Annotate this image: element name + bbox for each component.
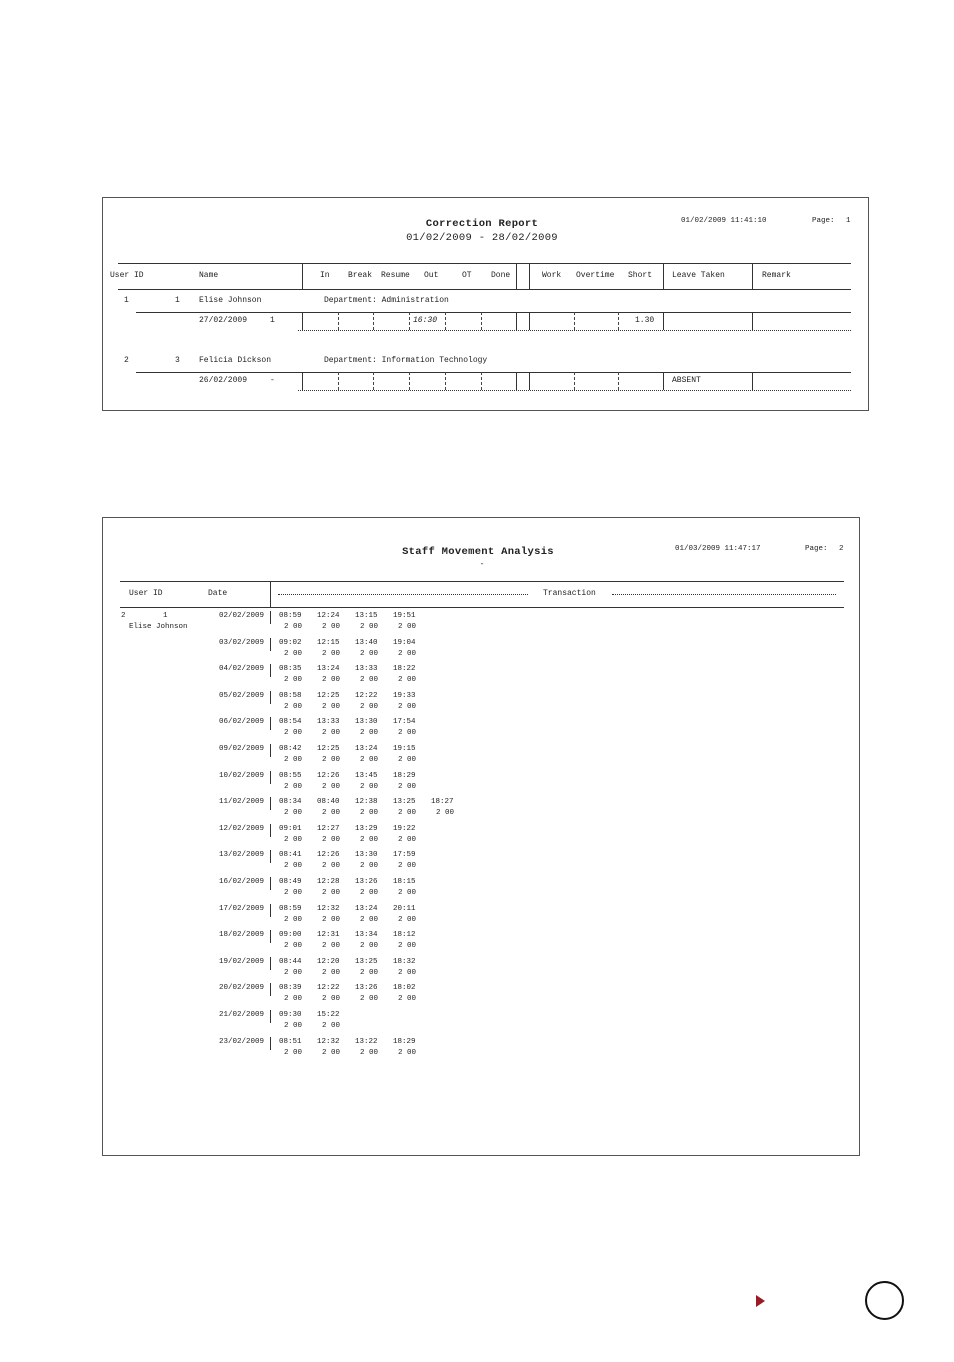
record-cell-divider — [302, 312, 303, 330]
record-cell-divider — [338, 372, 339, 390]
movement-code: 2 00 — [322, 1049, 341, 1057]
movement-header-bottom-rule — [120, 607, 844, 608]
movement-report-title: Staff Movement Analysis — [402, 546, 554, 558]
movement-code: 2 00 — [398, 889, 417, 897]
correction-header-divider — [663, 263, 664, 289]
movement-code: 2 00 — [284, 809, 303, 817]
record-cell-divider — [574, 372, 575, 390]
movement-time: 08:59 — [279, 612, 302, 620]
movement-time: 13:30 — [355, 718, 378, 726]
movement-time: 12:26 — [317, 772, 340, 780]
record-cell-divider — [445, 372, 446, 390]
movement-code: 2 00 — [284, 1022, 303, 1030]
movement-time: 08:44 — [279, 958, 302, 966]
movement-code: 2 00 — [398, 916, 417, 924]
record-short: 1.30 — [635, 316, 655, 325]
movement-row-divider — [270, 824, 271, 837]
movement-time: 13:40 — [355, 639, 378, 647]
movement-row-date: 09/02/2009 — [219, 745, 265, 753]
movement-time: 18:02 — [393, 984, 416, 992]
movement-time: 18:29 — [393, 772, 416, 780]
movement-code: 2 00 — [322, 969, 341, 977]
correction-page-number: 1 — [846, 217, 851, 225]
record-cell-divider — [445, 312, 446, 330]
movement-code: 2 00 — [360, 889, 379, 897]
movement-code: 2 00 — [322, 809, 341, 817]
movement-row-date: 13/02/2009 — [219, 851, 265, 859]
movement-col-user-id: User ID — [129, 589, 163, 598]
movement-code: 2 00 — [322, 862, 341, 870]
movement-code: 2 00 — [360, 969, 379, 977]
movement-timestamp: 01/03/2009 11:47:17 — [675, 545, 761, 553]
movement-row-divider — [270, 877, 271, 890]
correction-header-top-rule — [118, 263, 851, 264]
employee-name: Elise Johnson — [199, 296, 262, 305]
movement-row-divider — [270, 983, 271, 996]
movement-time: 13:26 — [355, 984, 378, 992]
movement-time: 12:27 — [317, 825, 340, 833]
movement-code: 2 00 — [360, 916, 379, 924]
correction-report-title: Correction Report — [425, 218, 539, 230]
movement-code: 2 00 — [322, 729, 341, 737]
movement-row-divider — [270, 638, 271, 651]
employee-id: 3 — [175, 356, 180, 365]
movement-time: 13:45 — [355, 772, 378, 780]
movement-row-date: 10/02/2009 — [219, 772, 265, 780]
movement-code: 2 00 — [322, 995, 341, 1003]
record-cell-divider — [481, 312, 482, 330]
record-bottom-rule — [298, 330, 851, 331]
movement-code: 2 00 — [398, 862, 417, 870]
movement-code: 2 00 — [284, 995, 303, 1003]
movement-code: 2 00 — [398, 969, 417, 977]
record-cell-divider — [516, 312, 517, 330]
record-out-time: 16:30 — [413, 316, 438, 325]
movement-code: 2 00 — [398, 650, 417, 658]
movement-time: 12:25 — [317, 692, 340, 700]
movement-time: 13:25 — [393, 798, 416, 806]
movement-code: 2 00 — [398, 783, 417, 791]
movement-code: 2 00 — [398, 995, 417, 1003]
record-cell-divider — [373, 372, 374, 390]
col-header-break: Break — [348, 271, 373, 280]
movement-time: 13:22 — [355, 1038, 378, 1046]
col-header-short: Short — [628, 271, 653, 280]
movement-code: 2 00 — [284, 862, 303, 870]
record-cell-divider — [373, 312, 374, 330]
movement-code: 2 00 — [398, 942, 417, 950]
correction-page-label: Page: — [812, 217, 835, 225]
movement-code: 2 00 — [360, 676, 379, 684]
movement-code: 2 00 — [360, 995, 379, 1003]
movement-time: 13:33 — [317, 718, 340, 726]
movement-code: 2 00 — [284, 1049, 303, 1057]
movement-row-divider — [270, 1037, 271, 1050]
movement-time: 13:15 — [355, 612, 378, 620]
movement-time: 12:28 — [317, 878, 340, 886]
movement-time: 13:25 — [355, 958, 378, 966]
col-header-resume: Resume — [381, 271, 410, 280]
movement-code: 2 00 — [360, 862, 379, 870]
record-leave-taken: ABSENT — [672, 376, 701, 385]
movement-time: 13:24 — [317, 665, 340, 673]
movement-time: 08:35 — [279, 665, 302, 673]
movement-code: 2 00 — [360, 703, 379, 711]
movement-time: 19:51 — [393, 612, 416, 620]
movement-row-date: 06/02/2009 — [219, 718, 265, 726]
movement-row-date: 18/02/2009 — [219, 931, 265, 939]
record-cell-divider — [409, 372, 410, 390]
record-top-rule — [136, 372, 851, 373]
movement-code: 2 00 — [360, 623, 379, 631]
movement-code: 2 00 — [360, 942, 379, 950]
movement-code: 2 00 — [398, 729, 417, 737]
col-header-remark: Remark — [762, 271, 791, 280]
movement-time: 12:15 — [317, 639, 340, 647]
movement-time: 13:30 — [355, 851, 378, 859]
record-top-rule — [136, 312, 851, 313]
movement-time: 13:33 — [355, 665, 378, 673]
employee-id: 1 — [175, 296, 180, 305]
movement-time: 19:33 — [393, 692, 416, 700]
movement-row-divider — [270, 797, 271, 810]
movement-time: 08:41 — [279, 851, 302, 859]
movement-time: 13:29 — [355, 825, 378, 833]
movement-row-divider — [270, 771, 271, 784]
correction-header-divider — [529, 263, 530, 289]
movement-code: 2 00 — [284, 703, 303, 711]
record-cell-divider — [618, 312, 619, 330]
movement-code: 2 00 — [322, 916, 341, 924]
movement-time: 12:32 — [317, 905, 340, 913]
movement-time: 08:42 — [279, 745, 302, 753]
movement-code: 2 00 — [322, 942, 341, 950]
movement-code: 2 00 — [284, 783, 303, 791]
movement-code: 2 00 — [360, 783, 379, 791]
movement-report-frame — [102, 517, 860, 1156]
col-header-leave-taken: Leave Taken — [672, 271, 725, 280]
movement-time: 17:54 — [393, 718, 416, 726]
movement-code: 2 00 — [322, 703, 341, 711]
movement-code: 2 00 — [360, 809, 379, 817]
movement-row-divider — [270, 744, 271, 757]
movement-row-date: 23/02/2009 — [219, 1038, 265, 1046]
record-flag: - — [270, 376, 275, 385]
record-date: 26/02/2009 — [199, 376, 248, 385]
movement-time: 19:04 — [393, 639, 416, 647]
col-header-in: In — [320, 271, 330, 280]
movement-time: 08:34 — [279, 798, 302, 806]
movement-code: 2 00 — [360, 1049, 379, 1057]
record-cell-divider — [663, 312, 664, 330]
movement-report-subtitle: - — [479, 560, 485, 569]
movement-row-divider — [270, 717, 271, 730]
employee-row-number: 2 — [124, 356, 129, 365]
movement-row-date: 12/02/2009 — [219, 825, 265, 833]
correction-header-divider — [752, 263, 753, 289]
record-cell-divider — [481, 372, 482, 390]
page-circle-icon — [865, 1281, 904, 1320]
movement-code: 2 00 — [284, 676, 303, 684]
record-cell-divider — [752, 312, 753, 330]
movement-time: 12:22 — [317, 984, 340, 992]
movement-code: 2 00 — [284, 650, 303, 658]
transaction-dash-right — [612, 594, 836, 595]
movement-code: 2 00 — [398, 756, 417, 764]
movement-time: 08:55 — [279, 772, 302, 780]
record-cell-divider — [529, 372, 530, 390]
movement-page-label: Page: — [805, 545, 828, 553]
movement-time: 12:24 — [317, 612, 340, 620]
correction-header-divider — [302, 263, 303, 289]
correction-timestamp: 01/02/2009 11:41:10 — [681, 217, 767, 225]
movement-row-date: 19/02/2009 — [219, 958, 265, 966]
movement-time: 12:38 — [355, 798, 378, 806]
employee-name: Felicia Dickson — [199, 356, 272, 365]
movement-time: 09:02 — [279, 639, 302, 647]
movement-time: 12:32 — [317, 1038, 340, 1046]
movement-time: 09:00 — [279, 931, 302, 939]
movement-code: 2 00 — [398, 623, 417, 631]
record-bottom-rule — [298, 390, 851, 391]
movement-time: 17:59 — [393, 851, 416, 859]
transaction-dash-left — [278, 594, 528, 595]
play-triangle-icon — [756, 1295, 766, 1307]
movement-time: 13:24 — [355, 745, 378, 753]
movement-code: 2 00 — [360, 650, 379, 658]
movement-code: 2 00 — [322, 1022, 341, 1030]
record-flag: 1 — [270, 316, 275, 325]
movement-code: 2 00 — [398, 809, 417, 817]
movement-header-top-rule — [120, 581, 844, 582]
movement-col-transaction: Transaction — [543, 589, 596, 598]
movement-row-date: 16/02/2009 — [219, 878, 265, 886]
movement-time: 08:58 — [279, 692, 302, 700]
record-cell-divider — [618, 372, 619, 390]
movement-code: 2 00 — [322, 836, 341, 844]
movement-employee-number: 2 — [121, 612, 126, 620]
movement-code: 2 00 — [360, 729, 379, 737]
movement-code: 2 00 — [322, 783, 341, 791]
movement-page-number: 2 — [839, 545, 844, 553]
record-cell-divider — [529, 312, 530, 330]
col-header-overtime: Overtime — [576, 271, 615, 280]
movement-code: 2 00 — [322, 889, 341, 897]
movement-time: 18:32 — [393, 958, 416, 966]
movement-time: 08:39 — [279, 984, 302, 992]
movement-row-divider — [270, 850, 271, 863]
movement-employee-name: Elise Johnson — [129, 623, 188, 631]
movement-code: 2 00 — [284, 756, 303, 764]
movement-code: 2 00 — [284, 623, 303, 631]
employee-row-number: 1 — [124, 296, 129, 305]
movement-time: 08:59 — [279, 905, 302, 913]
movement-code: 2 00 — [398, 1049, 417, 1057]
movement-time: 18:12 — [393, 931, 416, 939]
movement-code: 2 00 — [436, 809, 455, 817]
record-cell-divider — [752, 372, 753, 390]
movement-row-date: 20/02/2009 — [219, 984, 265, 992]
movement-code: 2 00 — [398, 676, 417, 684]
movement-time: 09:01 — [279, 825, 302, 833]
movement-row-divider — [270, 904, 271, 917]
record-date: 27/02/2009 — [199, 316, 248, 325]
col-header-name: Name — [199, 271, 219, 280]
correction-header-bottom-rule — [118, 289, 851, 290]
movement-row-divider — [270, 611, 271, 624]
movement-code: 2 00 — [322, 756, 341, 764]
movement-code: 2 00 — [360, 836, 379, 844]
correction-header-divider — [516, 263, 517, 289]
col-header-work: Work — [542, 271, 562, 280]
movement-code: 2 00 — [284, 836, 303, 844]
movement-time: 12:25 — [317, 745, 340, 753]
movement-code: 2 00 — [284, 729, 303, 737]
movement-time: 19:22 — [393, 825, 416, 833]
movement-time: 18:15 — [393, 878, 416, 886]
movement-time: 08:40 — [317, 798, 340, 806]
movement-time: 13:26 — [355, 878, 378, 886]
movement-time: 18:22 — [393, 665, 416, 673]
movement-code: 2 00 — [284, 969, 303, 977]
movement-time: 12:31 — [317, 931, 340, 939]
movement-row-divider — [270, 930, 271, 943]
movement-row-date: 05/02/2009 — [219, 692, 265, 700]
movement-header-divider — [270, 581, 271, 607]
employee-department: Department: Information Technology — [324, 356, 488, 365]
movement-row-divider — [270, 664, 271, 677]
movement-row-date: 02/02/2009 — [219, 612, 265, 620]
col-header-done: Done — [491, 271, 511, 280]
movement-time: 12:26 — [317, 851, 340, 859]
movement-time: 19:15 — [393, 745, 416, 753]
movement-col-date: Date — [208, 589, 228, 598]
movement-code: 2 00 — [284, 942, 303, 950]
movement-time: 13:34 — [355, 931, 378, 939]
movement-row-date: 11/02/2009 — [219, 798, 265, 806]
col-header-out: Out — [424, 271, 439, 280]
col-header-ot: OT — [462, 271, 472, 280]
movement-time: 08:51 — [279, 1038, 302, 1046]
movement-row-date: 03/02/2009 — [219, 639, 265, 647]
movement-time: 15:22 — [317, 1011, 340, 1019]
col-header-user-id: User ID — [110, 271, 144, 280]
movement-row-divider — [270, 691, 271, 704]
movement-time: 08:49 — [279, 878, 302, 886]
record-cell-divider — [302, 372, 303, 390]
movement-row-date: 21/02/2009 — [219, 1011, 265, 1019]
movement-row-divider — [270, 957, 271, 970]
movement-time: 20:11 — [393, 905, 416, 913]
movement-row-date: 17/02/2009 — [219, 905, 265, 913]
movement-code: 2 00 — [322, 623, 341, 631]
movement-code: 2 00 — [360, 756, 379, 764]
movement-code: 2 00 — [398, 703, 417, 711]
movement-time: 12:22 — [355, 692, 378, 700]
movement-code: 2 00 — [322, 676, 341, 684]
movement-code: 2 00 — [284, 889, 303, 897]
record-cell-divider — [516, 372, 517, 390]
record-cell-divider — [663, 372, 664, 390]
movement-code: 2 00 — [284, 916, 303, 924]
movement-time: 18:29 — [393, 1038, 416, 1046]
movement-code: 2 00 — [398, 836, 417, 844]
movement-time: 18:27 — [431, 798, 454, 806]
movement-row-divider — [270, 1010, 271, 1023]
record-cell-divider — [338, 312, 339, 330]
correction-report-range: 01/02/2009 - 28/02/2009 — [406, 232, 558, 244]
movement-time: 12:20 — [317, 958, 340, 966]
movement-employee-id: 1 — [163, 612, 168, 620]
employee-department: Department: Administration — [324, 296, 449, 305]
movement-time: 08:54 — [279, 718, 302, 726]
movement-time: 13:24 — [355, 905, 378, 913]
record-cell-divider — [574, 312, 575, 330]
record-cell-divider — [409, 312, 410, 330]
movement-row-date: 04/02/2009 — [219, 665, 265, 673]
movement-time: 09:30 — [279, 1011, 302, 1019]
movement-code: 2 00 — [322, 650, 341, 658]
